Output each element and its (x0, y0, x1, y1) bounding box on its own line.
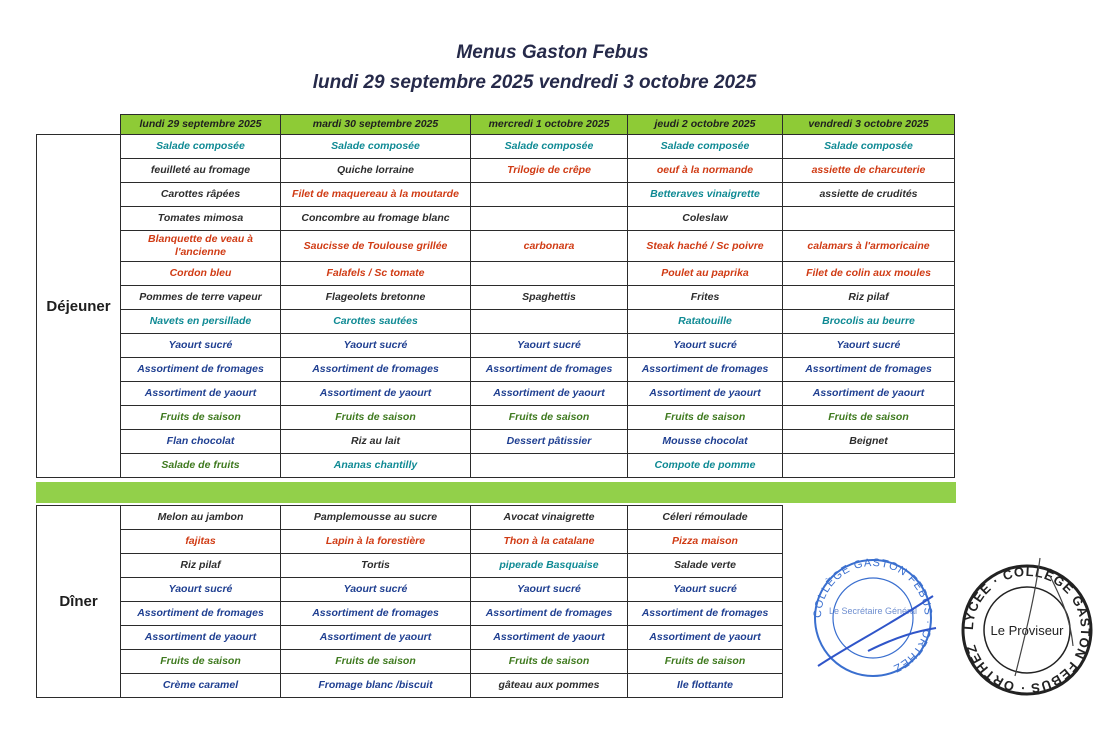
menu-item: Pommes de terre vapeur (121, 286, 281, 310)
menu-item: Concombre au fromage blanc (281, 207, 471, 231)
menu-item: Flan chocolat (121, 430, 281, 454)
menu-item: Assortiment de yaourt (783, 382, 955, 406)
menu-item: Filet de maquereau à la moutarde (281, 183, 471, 207)
menu-item: Coleslaw (628, 207, 783, 231)
menu-item: Saucisse de Toulouse grillée (281, 231, 471, 262)
dejeuner-row (37, 358, 955, 382)
diner-row (37, 578, 783, 602)
menu-item: Riz au lait (281, 430, 471, 454)
menu-item: Trilogie de crêpe (471, 159, 628, 183)
menu-item: Assortiment de yaourt (628, 382, 783, 406)
diner-row (37, 506, 783, 530)
menu-item: Filet de colin aux moules (783, 262, 955, 286)
menu-item: Brocolis au beurre (783, 310, 955, 334)
menu-item: Fruits de saison (783, 406, 955, 430)
day-header-row (37, 115, 955, 135)
menu-item: Fruits de saison (628, 650, 783, 674)
menu-item: Assortiment de fromages (628, 602, 783, 626)
menu-item: Fruits de saison (471, 406, 628, 430)
dejeuner-row (37, 334, 955, 358)
menu-item: Ratatouille (628, 310, 783, 334)
proviseur-stamp-center-text: Le Proviseur (990, 623, 1064, 638)
diner-row (37, 650, 783, 674)
diner-row (37, 602, 783, 626)
header-blank-cell (37, 115, 121, 135)
menu-item: Navets en persillade (121, 310, 281, 334)
day-header: mercredi 1 octobre 2025 (471, 115, 628, 135)
dejeuner-row (37, 310, 955, 334)
menu-item: Assortiment de fromages (121, 358, 281, 382)
diner-row (37, 530, 783, 554)
menu-item: Salade composée (281, 135, 471, 159)
menu-item: Assortiment de yaourt (121, 382, 281, 406)
proviseur-stamp (955, 556, 1100, 701)
menu-item: Crème caramel (121, 674, 281, 698)
menu-item: Yaourt sucré (281, 578, 471, 602)
menu-item: Pamplemousse au sucre (281, 506, 471, 530)
secretaire-stamp (808, 556, 938, 681)
menu-item: Yaourt sucré (628, 578, 783, 602)
menu-item: Yaourt sucré (783, 334, 955, 358)
menu-item (471, 207, 628, 231)
section-separator-band (36, 482, 956, 503)
secretaire-stamp-center-text: Le Secrétaire Général (828, 606, 918, 616)
menu-item: Riz pilaf (121, 554, 281, 578)
page-subtitle: lundi 29 septembre 2025 vendredi 3 octobre 2025 (312, 72, 757, 93)
menu-item (783, 454, 955, 478)
dejeuner-table (36, 114, 955, 478)
menu-item: Assortiment de fromages (281, 602, 471, 626)
menu-item: Riz pilaf (783, 286, 955, 310)
dejeuner-row (37, 406, 955, 430)
menu-item: Assortiment de fromages (628, 358, 783, 382)
menu-item: Céleri rémoulade (628, 506, 783, 530)
menu-item: fajitas (121, 530, 281, 554)
menu-item: Assortiment de yaourt (121, 626, 281, 650)
menu-item: Fromage blanc /biscuit (281, 674, 471, 698)
diner-row (37, 674, 783, 698)
dejeuner-row (37, 382, 955, 406)
dejeuner-row (37, 183, 955, 207)
dejeuner-row (37, 159, 955, 183)
page-title: Menus Gaston Febus (456, 42, 649, 63)
menu-item: Fruits de saison (628, 406, 783, 430)
menu-item: Frites (628, 286, 783, 310)
menu-item: Assortiment de yaourt (281, 626, 471, 650)
menu-item (471, 183, 628, 207)
menu-item: Assortiment de yaourt (628, 626, 783, 650)
menu-item: Falafels / Sc tomate (281, 262, 471, 286)
menu-item: Yaourt sucré (471, 334, 628, 358)
day-header: jeudi 2 octobre 2025 (628, 115, 783, 135)
menu-item: Fruits de saison (281, 406, 471, 430)
menu-item: Carottes sautées (281, 310, 471, 334)
menu-item: Tortis (281, 554, 471, 578)
proviseur-stamp-ring-text: LYCÉE · COLLÈGE GASTON FEBUS · ORTHEZ (960, 563, 1094, 697)
menu-item: Beignet (783, 430, 955, 454)
menu-item: Yaourt sucré (121, 578, 281, 602)
menu-item: Avocat vinaigrette (471, 506, 628, 530)
menu-item: Betteraves vinaigrette (628, 183, 783, 207)
menu-item: Ananas chantilly (281, 454, 471, 478)
menu-item: Salade composée (121, 135, 281, 159)
menu-item: Lapin à la forestière (281, 530, 471, 554)
menu-item (471, 454, 628, 478)
menu-item: Assortiment de fromages (281, 358, 471, 382)
menu-item: Salade composée (471, 135, 628, 159)
menu-item: Melon au jambon (121, 506, 281, 530)
menu-item: carbonara (471, 231, 628, 262)
menu-item: Yaourt sucré (281, 334, 471, 358)
menu-item: Compote de pomme (628, 454, 783, 478)
dejeuner-row (37, 262, 955, 286)
menu-item: calamars à l'armoricaine (783, 231, 955, 262)
menu-item: Salade verte (628, 554, 783, 578)
dejeuner-label: Déjeuner (37, 135, 121, 478)
menu-item: Yaourt sucré (121, 334, 281, 358)
menu-item: Poulet au paprika (628, 262, 783, 286)
menu-item: Salade composée (783, 135, 955, 159)
diner-table (36, 505, 783, 698)
menu-item: Yaourt sucré (471, 578, 628, 602)
menu-item: gâteau aux pommes (471, 674, 628, 698)
menu-item (783, 207, 955, 231)
day-header: lundi 29 septembre 2025 (121, 115, 281, 135)
menu-item: Fruits de saison (121, 406, 281, 430)
secretaire-stamp-ring-text: COLLÈGE GASTON FEBUS · ORTHEZ (811, 556, 935, 675)
dejeuner-row (37, 430, 955, 454)
dejeuner-row (37, 231, 955, 262)
day-header: vendredi 3 octobre 2025 (783, 115, 955, 135)
menu-item: Dessert pâtissier (471, 430, 628, 454)
menu-item: Fruits de saison (471, 650, 628, 674)
menu-item: Carottes râpées (121, 183, 281, 207)
menu-item: Assortiment de yaourt (281, 382, 471, 406)
menu-item: Salade de fruits (121, 454, 281, 478)
menu-item: Fruits de saison (281, 650, 471, 674)
menu-item: Assortiment de yaourt (471, 626, 628, 650)
day-header: mardi 30 septembre 2025 (281, 115, 471, 135)
menu-item (471, 262, 628, 286)
menu-item: Assortiment de fromages (471, 602, 628, 626)
diner-label: Dîner (37, 506, 121, 698)
menu-item: assiette de charcuterie (783, 159, 955, 183)
menu-item: Blanquette de veau à l'ancienne (121, 231, 281, 262)
menu-item: Fruits de saison (121, 650, 281, 674)
dejeuner-row (37, 286, 955, 310)
menu-item: Salade composée (628, 135, 783, 159)
menu-item: Tomates mimosa (121, 207, 281, 231)
menu-item: Yaourt sucré (628, 334, 783, 358)
menu-item: assiette de crudités (783, 183, 955, 207)
menu-item: Assortiment de yaourt (471, 382, 628, 406)
menu-item: Ile flottante (628, 674, 783, 698)
menu-item: feuilleté au fromage (121, 159, 281, 183)
dejeuner-row (37, 135, 955, 159)
menu-item: Assortiment de fromages (121, 602, 281, 626)
diner-row (37, 554, 783, 578)
menu-item: Steak haché / Sc poivre (628, 231, 783, 262)
menu-item: Flageolets bretonne (281, 286, 471, 310)
menu-item: piperade Basquaise (471, 554, 628, 578)
dejeuner-row (37, 207, 955, 231)
menu-item: Assortiment de fromages (471, 358, 628, 382)
menu-item: Spaghettis (471, 286, 628, 310)
diner-row (37, 626, 783, 650)
dejeuner-row (37, 454, 955, 478)
menu-item: oeuf à la normande (628, 159, 783, 183)
menu-item: Quiche lorraine (281, 159, 471, 183)
menu-item: Thon à la catalane (471, 530, 628, 554)
menu-item: Cordon bleu (121, 262, 281, 286)
menu-item: Assortiment de fromages (783, 358, 955, 382)
menu-item: Pizza maison (628, 530, 783, 554)
menu-item (471, 310, 628, 334)
menu-item: Mousse chocolat (628, 430, 783, 454)
